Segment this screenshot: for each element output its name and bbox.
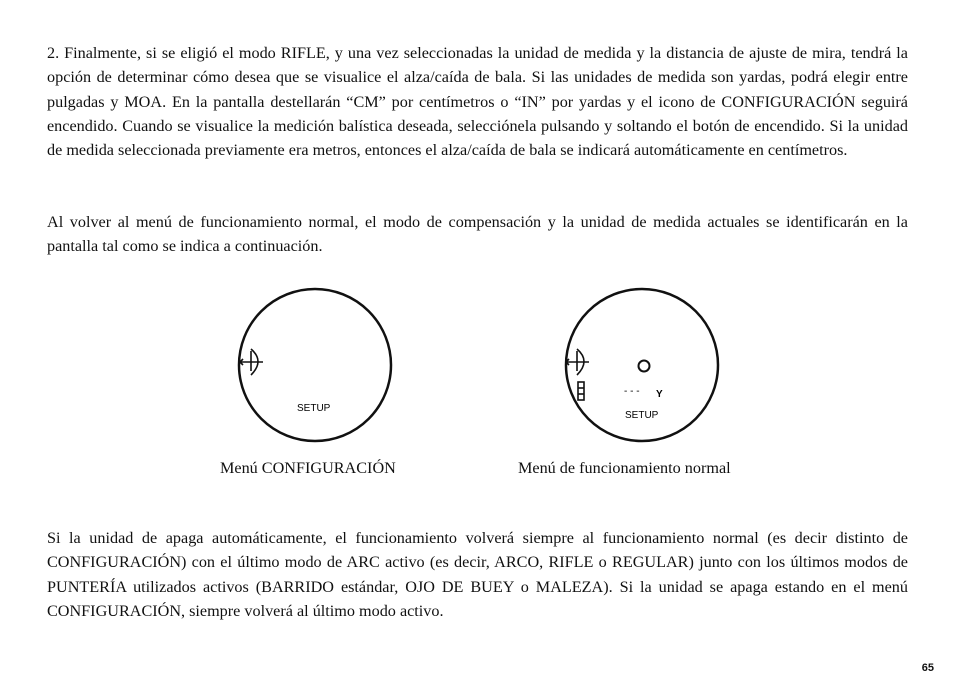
- bow-icon: [566, 349, 589, 375]
- display-circle: [239, 289, 391, 441]
- scan-mode-icon: [578, 382, 584, 400]
- normal-menu-caption: Menú de funcionamiento normal: [518, 459, 731, 477]
- setup-menu-display: [235, 285, 395, 445]
- page-number: 65: [921, 662, 934, 674]
- normal-menu-display: [560, 285, 725, 445]
- setup-display-svg: [235, 285, 395, 445]
- setup-menu-caption: Menú CONFIGURACIÓN: [220, 459, 396, 477]
- bow-icon: [240, 349, 263, 375]
- setup-label: SETUP: [625, 410, 659, 421]
- paragraph-auto-off: Si la unidad de apaga automáticamente, el funcionamiento volverá siempre al funcionamiento normal (es decir distinto de CONFIGURACIÓN) con el último modo de ARC activo (es decir, ARCO, RIFLE o REGULAR) junto con los últimos modos de PUNTERÍA utilizados activos (BARRIDO estándar, OJO DE BUEY o MALEZA). Si la unidad se apaga estando en el menú CONFIGURACIÓN, siempre volverá al último modo activo.: [47, 529, 908, 620]
- reticle-circle-icon: [639, 361, 650, 372]
- unit-label: Y: [656, 389, 663, 400]
- paragraph-normal-menu: Al volver al menú de funcionamiento normal, el modo de compensación y la unidad de medida actuales se identificarán en la pantalla tal como se indica a continuación.: [47, 213, 908, 256]
- paragraph-rifle-mode: 2. Finalmente, si se eligió el modo RIFLE, y una vez seleccionadas la unidad de medida y la distancia de ajuste de mira, tendrá la opción de determinar cómo desea que se visualice el alza/caída de bala. Si las unidades de medida son yardas, podrá elegir entre pulgadas y MOA. En la pantalla destellarán “CM” por centímetros o “IN” por yardas y el icono de CONFIGURACIÓN seguirá encendido. Cuando se visualice la medición balística deseada, selecciónela pulsando y soltando el botón de encendido. Si la unidad de medida seleccionada previamente era metros, entonces el alza/caída de bala se indicará automáticamente en centímetros.: [47, 44, 908, 160]
- distance-dashes: - - -: [624, 386, 640, 397]
- normal-display-svg: [560, 285, 725, 445]
- setup-label: SETUP: [297, 403, 331, 414]
